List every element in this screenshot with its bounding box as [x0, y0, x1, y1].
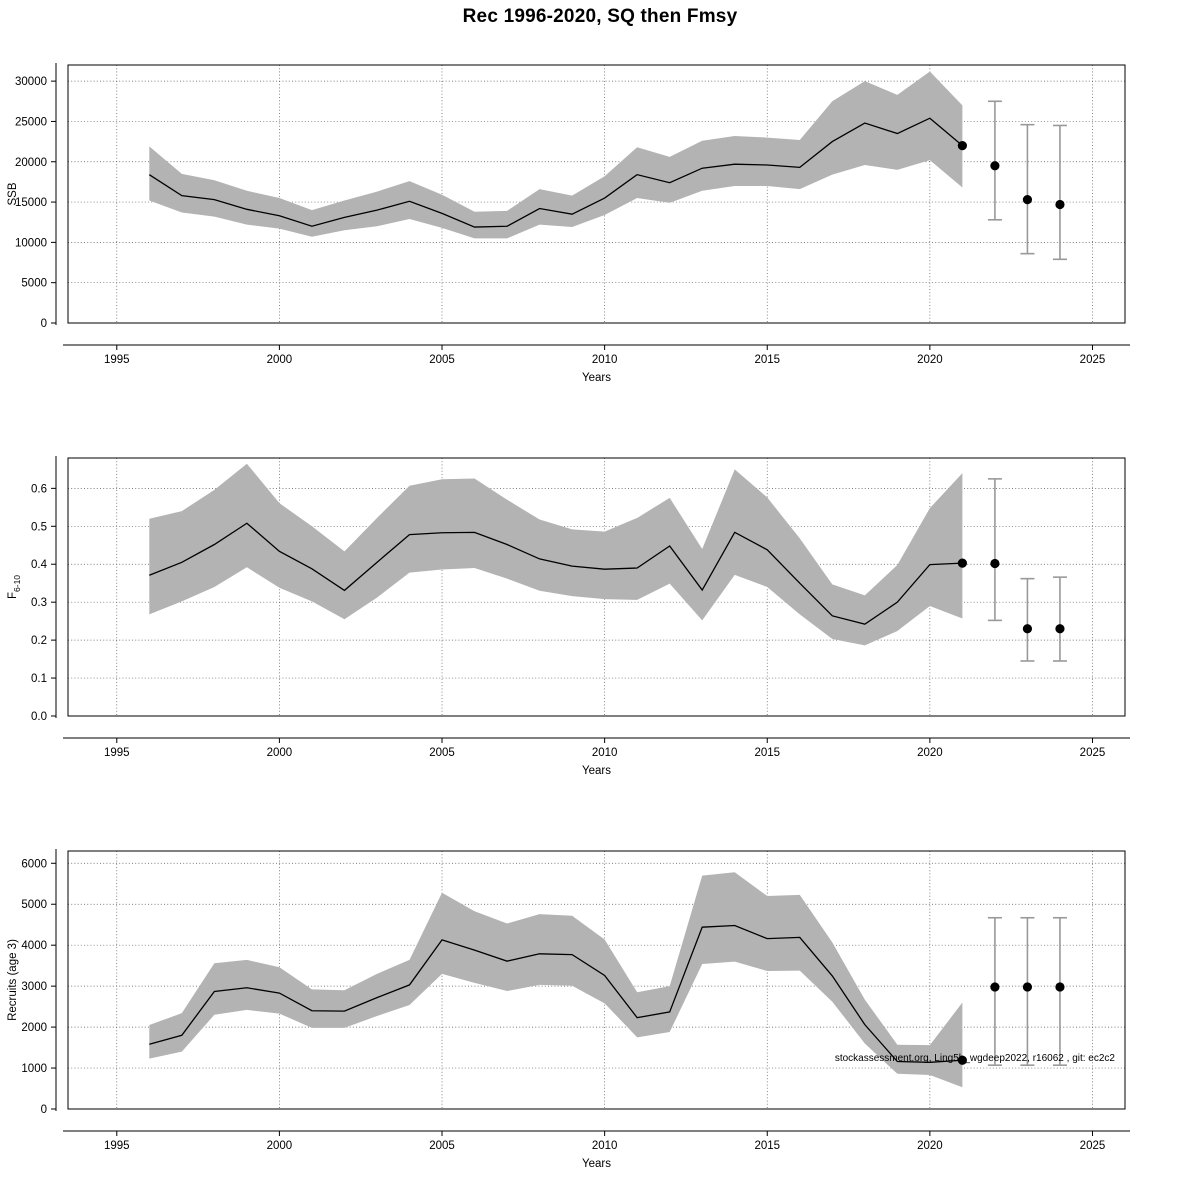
svg-text:2005: 2005 — [429, 1140, 455, 1152]
svg-text:0.6: 0.6 — [31, 483, 47, 496]
svg-text:2015: 2015 — [754, 747, 781, 759]
svg-text:2000: 2000 — [21, 1022, 47, 1035]
svg-text:2000: 2000 — [266, 747, 293, 759]
svg-text:25000: 25000 — [15, 116, 47, 129]
svg-text:0.2: 0.2 — [31, 635, 47, 648]
svg-text:30000: 30000 — [15, 76, 47, 89]
svg-text:2020: 2020 — [917, 354, 943, 366]
svg-text:2000: 2000 — [266, 1140, 293, 1152]
watermark: stockassessment.org, Ling5b_wgdeep2022, r16062 , git: ec2c2 — [834, 1053, 1115, 1064]
svg-text:2015: 2015 — [754, 1140, 781, 1152]
svg-text:2020: 2020 — [917, 747, 943, 759]
page-title: Rec 1996-2020, SQ then Fmsy — [462, 6, 738, 27]
svg-text:4000: 4000 — [21, 940, 47, 953]
svg-text:2025: 2025 — [1079, 354, 1106, 366]
svg-text:20000: 20000 — [15, 156, 47, 169]
svg-text:5000: 5000 — [21, 899, 47, 912]
svg-text:0: 0 — [40, 1104, 47, 1116]
svg-text:0.4: 0.4 — [31, 559, 47, 572]
svg-text:2025: 2025 — [1079, 1140, 1106, 1152]
ssb-chart — [0, 45, 1200, 385]
svg-text:1995: 1995 — [103, 1140, 130, 1152]
svg-text:2000: 2000 — [266, 354, 293, 366]
svg-text:0.5: 0.5 — [31, 521, 47, 534]
svg-text:2020: 2020 — [917, 1140, 943, 1152]
svg-text:Years: Years — [582, 765, 611, 777]
svg-text:F6-10: $F_{6-10}$ — [7, 574, 22, 600]
svg-text:2015: 2015 — [754, 354, 781, 366]
svg-text:6000: 6000 — [21, 858, 47, 871]
svg-text:Years: Years — [582, 372, 611, 384]
svg-text:0: 0 — [40, 318, 47, 330]
svg-text:1995: 1995 — [103, 747, 130, 759]
svg-text:5000: 5000 — [21, 277, 47, 290]
svg-text:1995: 1995 — [103, 354, 130, 366]
svg-text:0.3: 0.3 — [31, 597, 47, 610]
svg-text:2010: 2010 — [591, 354, 618, 366]
panel-f — [0, 438, 1200, 778]
svg-text:Years: Years — [582, 1158, 611, 1170]
svg-text:15000: 15000 — [15, 197, 47, 210]
recruitment-chart — [0, 831, 1200, 1171]
svg-text:2005: 2005 — [429, 747, 455, 759]
svg-text:2005: 2005 — [429, 354, 455, 366]
svg-text:SSB: SSB — [7, 182, 19, 206]
panel-recruits — [0, 831, 1200, 1171]
svg-text:2010: 2010 — [591, 1140, 618, 1152]
svg-text:3000: 3000 — [21, 981, 47, 994]
panel-ssb — [0, 45, 1200, 385]
svg-text:Recruits (age 3): Recruits (age 3) — [7, 939, 19, 1021]
svg-text:2025: 2025 — [1079, 747, 1106, 759]
svg-text:1000: 1000 — [21, 1063, 47, 1076]
svg-text:0.0: 0.0 — [31, 711, 47, 723]
svg-text:10000: 10000 — [15, 237, 47, 250]
svg-text:0.1: 0.1 — [31, 673, 47, 686]
fishing-mortality-chart — [0, 438, 1200, 778]
svg-text:2010: 2010 — [591, 747, 618, 759]
